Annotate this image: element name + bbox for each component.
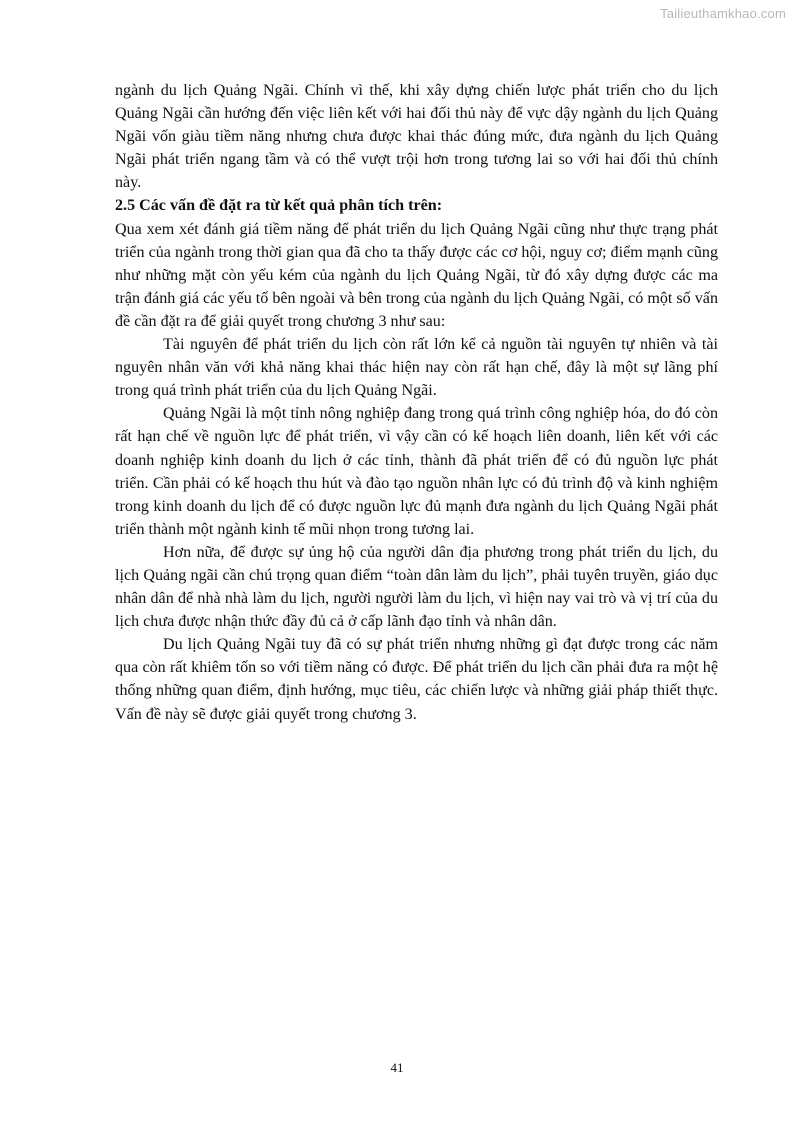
paragraph-overview: Qua xem xét đánh giá tiềm năng để phát triển du lịch Quảng Ngãi cũng như thực trạng phát triển của ngành trong thời gian qua đã cho ta thấy được các cơ hội, nguy cơ; điểm mạnh cũng như những mặt còn yếu kém của ngành du lịch Quảng Ngãi, từ đó xây dựng được các ma trận đánh giá các yếu tố bên ngoài và bên trong của ngành du lịch Quảng Ngãi, có một số vấn đề cần đặt ra để giải quyết trong chương 3 như sau:	[115, 220, 718, 330]
page-number: 41	[390, 1060, 404, 1075]
page-body	[115, 79, 718, 726]
paragraph-conclusion: Du lịch Quảng Ngãi tuy đã có sự phát triển nhưng những gì đạt được trong các năm qua còn rất khiêm tốn so với tiềm năng có được. Để phát triển du lịch cần phải đưa ra một hệ thống những quan điểm, định hướng, mục tiêu, các chiến lược và những giải pháp thiết thực. Vấn đề này sẽ được giải quyết trong chương 3.	[115, 636, 718, 723]
paragraph-resources: Tài nguyên để phát triển du lịch còn rất lớn kể cả nguồn tài nguyên tự nhiên và tài nguyên nhân văn với khả năng khai thác hiện nay còn rất hạn chế, đây là một sự lãng phí trong quá trình phát triển của du lịch Quảng Ngãi.	[115, 336, 718, 400]
section-heading: 2.5 Các vấn đề đặt ra từ kết quả phân tích trên:	[115, 197, 443, 215]
paragraph-community: Hơn nữa, để được sự ủng hộ của người dân địa phương trong phát triển du lịch, du lịch Quảng ngãi cần chú trọng quan điểm “toàn dân làm du lịch”, phải tuyên truyền, giáo dục nhân dân để nhà nhà làm du lịch, người người làm du lịch, vì hiện nay vai trò và vị trí của du lịch chưa được nhận thức đầy đủ cả ở cấp lãnh đạo tỉnh và nhân dân.	[115, 543, 718, 631]
paragraph-agriculture: Quảng Ngãi là một tỉnh nông nghiệp đang trong quá trình công nghiệp hóa, do đó còn rất hạn chế về nguồn lực để phát triển, vì vậy cần có kế hoạch liên doanh, liên kết với các doanh nghiệp kinh doanh du lịch ở các tỉnh, thành đã phát triển để có đủ nguồn lực phát triển. Cần phải có kế hoạch thu hút và đào tạo nguồn nhân lực có đủ trình độ và kinh nghiệm trong kinh doanh du lịch để có được nguồn lực đủ mạnh đưa ngành du lịch Quảng Ngãi phát triển thành một ngành kinh tế mũi nhọn trong tương lai.	[115, 405, 718, 538]
watermark-text: Tailieuthamkhao.com	[660, 6, 786, 21]
paragraph-intro: ngành du lịch Quảng Ngãi. Chính vì thế, khi xây dựng chiến lược phát triển cho du lịch Quảng Ngãi cần hướng đến việc liên kết với hai đối thủ này để vực dậy ngành du lịch Quảng Ngãi vốn giàu tiềm năng nhưng chưa được khai thác đúng mức, đưa ngành du lịch Quảng Ngãi phát triển ngang tầm và có thể vượt trội hơn trong tương lai so với hai đối thủ chính này.	[115, 82, 718, 192]
